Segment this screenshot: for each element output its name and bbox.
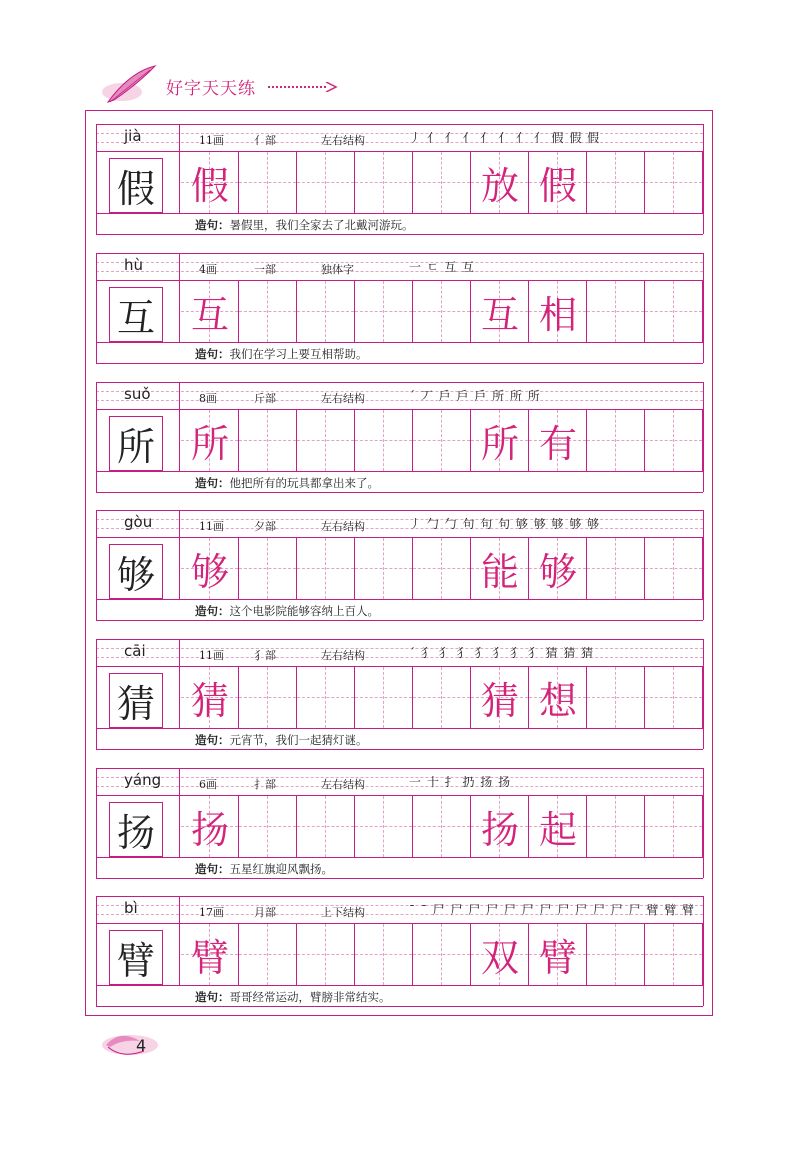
sentence-text: 我们在学习上要互相帮助。 — [229, 347, 368, 361]
practice-cell[interactable] — [297, 410, 355, 471]
radical: 犭部 — [254, 649, 276, 662]
practice-cell[interactable] — [239, 152, 297, 213]
practice-cell[interactable] — [413, 281, 471, 342]
pinyin: jià — [124, 127, 142, 145]
practice-cell[interactable] — [239, 410, 297, 471]
practice-cell[interactable] — [355, 281, 413, 342]
sentence-text: 哥哥经常运动，臂膀非常结实。 — [229, 990, 391, 1004]
sentence-label: 造句： — [195, 476, 230, 490]
character-entry — [96, 124, 703, 235]
practice-cell[interactable] — [413, 538, 471, 599]
practice-cell[interactable] — [297, 538, 355, 599]
practice-cell[interactable] — [413, 152, 471, 213]
sentence-text: 他把所有的玩具都拿出来了。 — [229, 476, 379, 490]
quill-pen-icon — [100, 62, 160, 106]
structure: 左右结构 — [321, 520, 365, 533]
practice-cell[interactable] — [297, 924, 355, 985]
pinyin: yáng — [124, 771, 162, 789]
example-sentence — [195, 217, 414, 233]
practice-cell[interactable] — [413, 410, 471, 471]
sentence-text: 五星红旗迎风飘扬。 — [229, 862, 333, 876]
stroke-count: 11画 — [199, 649, 224, 662]
practice-cell[interactable] — [587, 281, 645, 342]
word-character-2: 够 — [538, 550, 577, 594]
word-character-1: 双 — [480, 936, 519, 980]
stroke-count: 8画 — [199, 392, 217, 405]
practice-cell[interactable] — [297, 667, 355, 728]
stroke-order: 丿 勹 勹 句 句 句 够 够 够 够 够 — [409, 517, 601, 531]
practice-cell[interactable] — [355, 796, 413, 857]
pinyin: suǒ — [124, 385, 151, 403]
example-sentence — [195, 603, 379, 619]
practice-cell[interactable] — [297, 281, 355, 342]
word-character-1: 互 — [480, 293, 519, 337]
structure: 左右结构 — [321, 392, 365, 405]
model-character: 臂 — [190, 936, 229, 980]
page-title: 好字天天练 — [166, 79, 256, 99]
practice-cell[interactable] — [355, 410, 413, 471]
stroke-order: 一 十 扌 扔 扬 扬 — [409, 775, 512, 789]
practice-cell[interactable] — [587, 796, 645, 857]
word-character-2: 假 — [538, 164, 577, 208]
character-box: 够 — [109, 544, 163, 599]
structure: 上下结构 — [321, 906, 365, 919]
word-character-1: 所 — [480, 422, 519, 466]
stroke-order: 丿 亻 亻 亻 亻 亻 亻 亻 假 假 假 — [409, 131, 601, 145]
character-box: 互 — [109, 287, 163, 342]
practice-cell[interactable] — [239, 924, 297, 985]
character-box: 所 — [109, 416, 163, 471]
stroke-count: 11画 — [199, 520, 224, 533]
writing-grid — [181, 538, 703, 599]
character-box: 猜 — [109, 673, 163, 728]
pinyin: bì — [124, 899, 138, 917]
stroke-order: 一 ㄷ 互 互 — [409, 260, 476, 274]
radical: 亻部 — [254, 134, 276, 147]
practice-cell[interactable] — [239, 538, 297, 599]
sentence-label: 造句： — [195, 347, 230, 361]
practice-cell[interactable] — [413, 796, 471, 857]
stroke-count: 4画 — [199, 263, 217, 276]
pinyin: cāi — [124, 642, 146, 660]
word-character-1: 能 — [480, 550, 519, 594]
word-character-1: 扬 — [480, 808, 519, 852]
practice-cell[interactable] — [297, 152, 355, 213]
practice-cell[interactable] — [355, 152, 413, 213]
practice-cell[interactable] — [645, 924, 703, 985]
writing-grid — [181, 410, 703, 471]
model-character: 互 — [190, 293, 229, 337]
dotted-arrow-icon — [268, 82, 338, 92]
sentence-label: 造句： — [195, 862, 230, 876]
structure: 左右结构 — [321, 134, 365, 147]
sentence-label: 造句： — [195, 733, 230, 747]
radical: 扌部 — [254, 778, 276, 791]
sentence-text: 这个电影院能够容纳上百人。 — [229, 604, 379, 618]
word-character-1: 放 — [480, 164, 519, 208]
character-entry — [96, 768, 703, 879]
writing-grid — [181, 667, 703, 728]
practice-cell[interactable] — [587, 924, 645, 985]
example-sentence — [195, 732, 368, 748]
stroke-count: 11画 — [199, 134, 224, 147]
practice-cell[interactable] — [239, 667, 297, 728]
stroke-order: ˉ ˉ 尸 尸 尸 尸 尸 尸 尸 尸 尸 尸 尸 尸 臂 臂 臂 — [409, 903, 696, 917]
practice-cell[interactable] — [645, 538, 703, 599]
model-character: 够 — [190, 550, 229, 594]
practice-cell[interactable] — [587, 538, 645, 599]
character-entry — [96, 896, 703, 1007]
model-character: 假 — [190, 164, 229, 208]
model-character: 猜 — [190, 679, 229, 723]
character-box: 臂 — [109, 930, 163, 985]
structure: 左右结构 — [321, 649, 365, 662]
radical: 斤部 — [254, 392, 276, 405]
example-sentence — [195, 861, 333, 877]
radical: 夕部 — [254, 520, 276, 533]
word-character-2: 臂 — [538, 936, 577, 980]
writing-grid — [181, 281, 703, 342]
radical: 一部 — [254, 263, 276, 276]
word-character-2: 起 — [538, 808, 577, 852]
radical: 月部 — [254, 906, 276, 919]
practice-cell[interactable] — [587, 667, 645, 728]
stroke-order: ˊ 丆 戶 戶 戶 所 所 所 — [409, 389, 541, 403]
word-character-2: 想 — [538, 679, 577, 723]
word-character-1: 猜 — [480, 679, 519, 723]
character-entry — [96, 639, 703, 750]
practice-cell[interactable] — [355, 538, 413, 599]
stroke-order: ˊ 犭 犭 犭 犭 犭 犭 犭 猜 猜 猜 — [409, 646, 595, 660]
example-sentence — [195, 475, 379, 491]
sentence-label: 造句： — [195, 990, 230, 1004]
model-character: 扬 — [190, 808, 229, 852]
sentence-text: 暑假里，我们全家去了北戴河游玩。 — [229, 218, 414, 232]
word-character-2: 相 — [538, 293, 577, 337]
sentence-text: 元宵节，我们一起猜灯谜。 — [229, 733, 368, 747]
character-entry — [96, 253, 703, 364]
structure: 左右结构 — [321, 778, 365, 791]
character-entry — [96, 510, 703, 621]
sentence-label: 造句： — [195, 604, 230, 618]
practice-cell[interactable] — [239, 796, 297, 857]
character-box: 扬 — [109, 802, 163, 857]
practice-cell[interactable] — [645, 667, 703, 728]
practice-cell[interactable] — [587, 152, 645, 213]
practice-cell[interactable] — [587, 410, 645, 471]
character-entry — [96, 382, 703, 493]
practice-cell[interactable] — [355, 667, 413, 728]
stroke-count: 6画 — [199, 778, 217, 791]
practice-cell[interactable] — [239, 281, 297, 342]
stroke-count: 17画 — [199, 906, 224, 919]
writing-grid — [181, 796, 703, 857]
page-header — [100, 62, 400, 106]
practice-cell[interactable] — [645, 796, 703, 857]
practice-cell[interactable] — [645, 410, 703, 471]
model-character: 所 — [190, 422, 229, 466]
writing-grid — [181, 152, 703, 213]
practice-cell[interactable] — [297, 796, 355, 857]
practice-cell[interactable] — [645, 152, 703, 213]
practice-cell[interactable] — [355, 924, 413, 985]
practice-cell[interactable] — [645, 281, 703, 342]
practice-cell[interactable] — [413, 667, 471, 728]
word-character-2: 有 — [538, 422, 577, 466]
example-sentence — [195, 346, 368, 362]
writing-grid — [181, 924, 703, 985]
sentence-label: 造句： — [195, 218, 230, 232]
character-box: 假 — [109, 158, 163, 213]
practice-cell[interactable] — [413, 924, 471, 985]
example-sentence — [195, 989, 391, 1005]
pinyin: hù — [124, 256, 144, 274]
structure: 独体字 — [321, 263, 354, 276]
pinyin: gòu — [124, 513, 153, 531]
page-number: 4 — [136, 1036, 147, 1055]
